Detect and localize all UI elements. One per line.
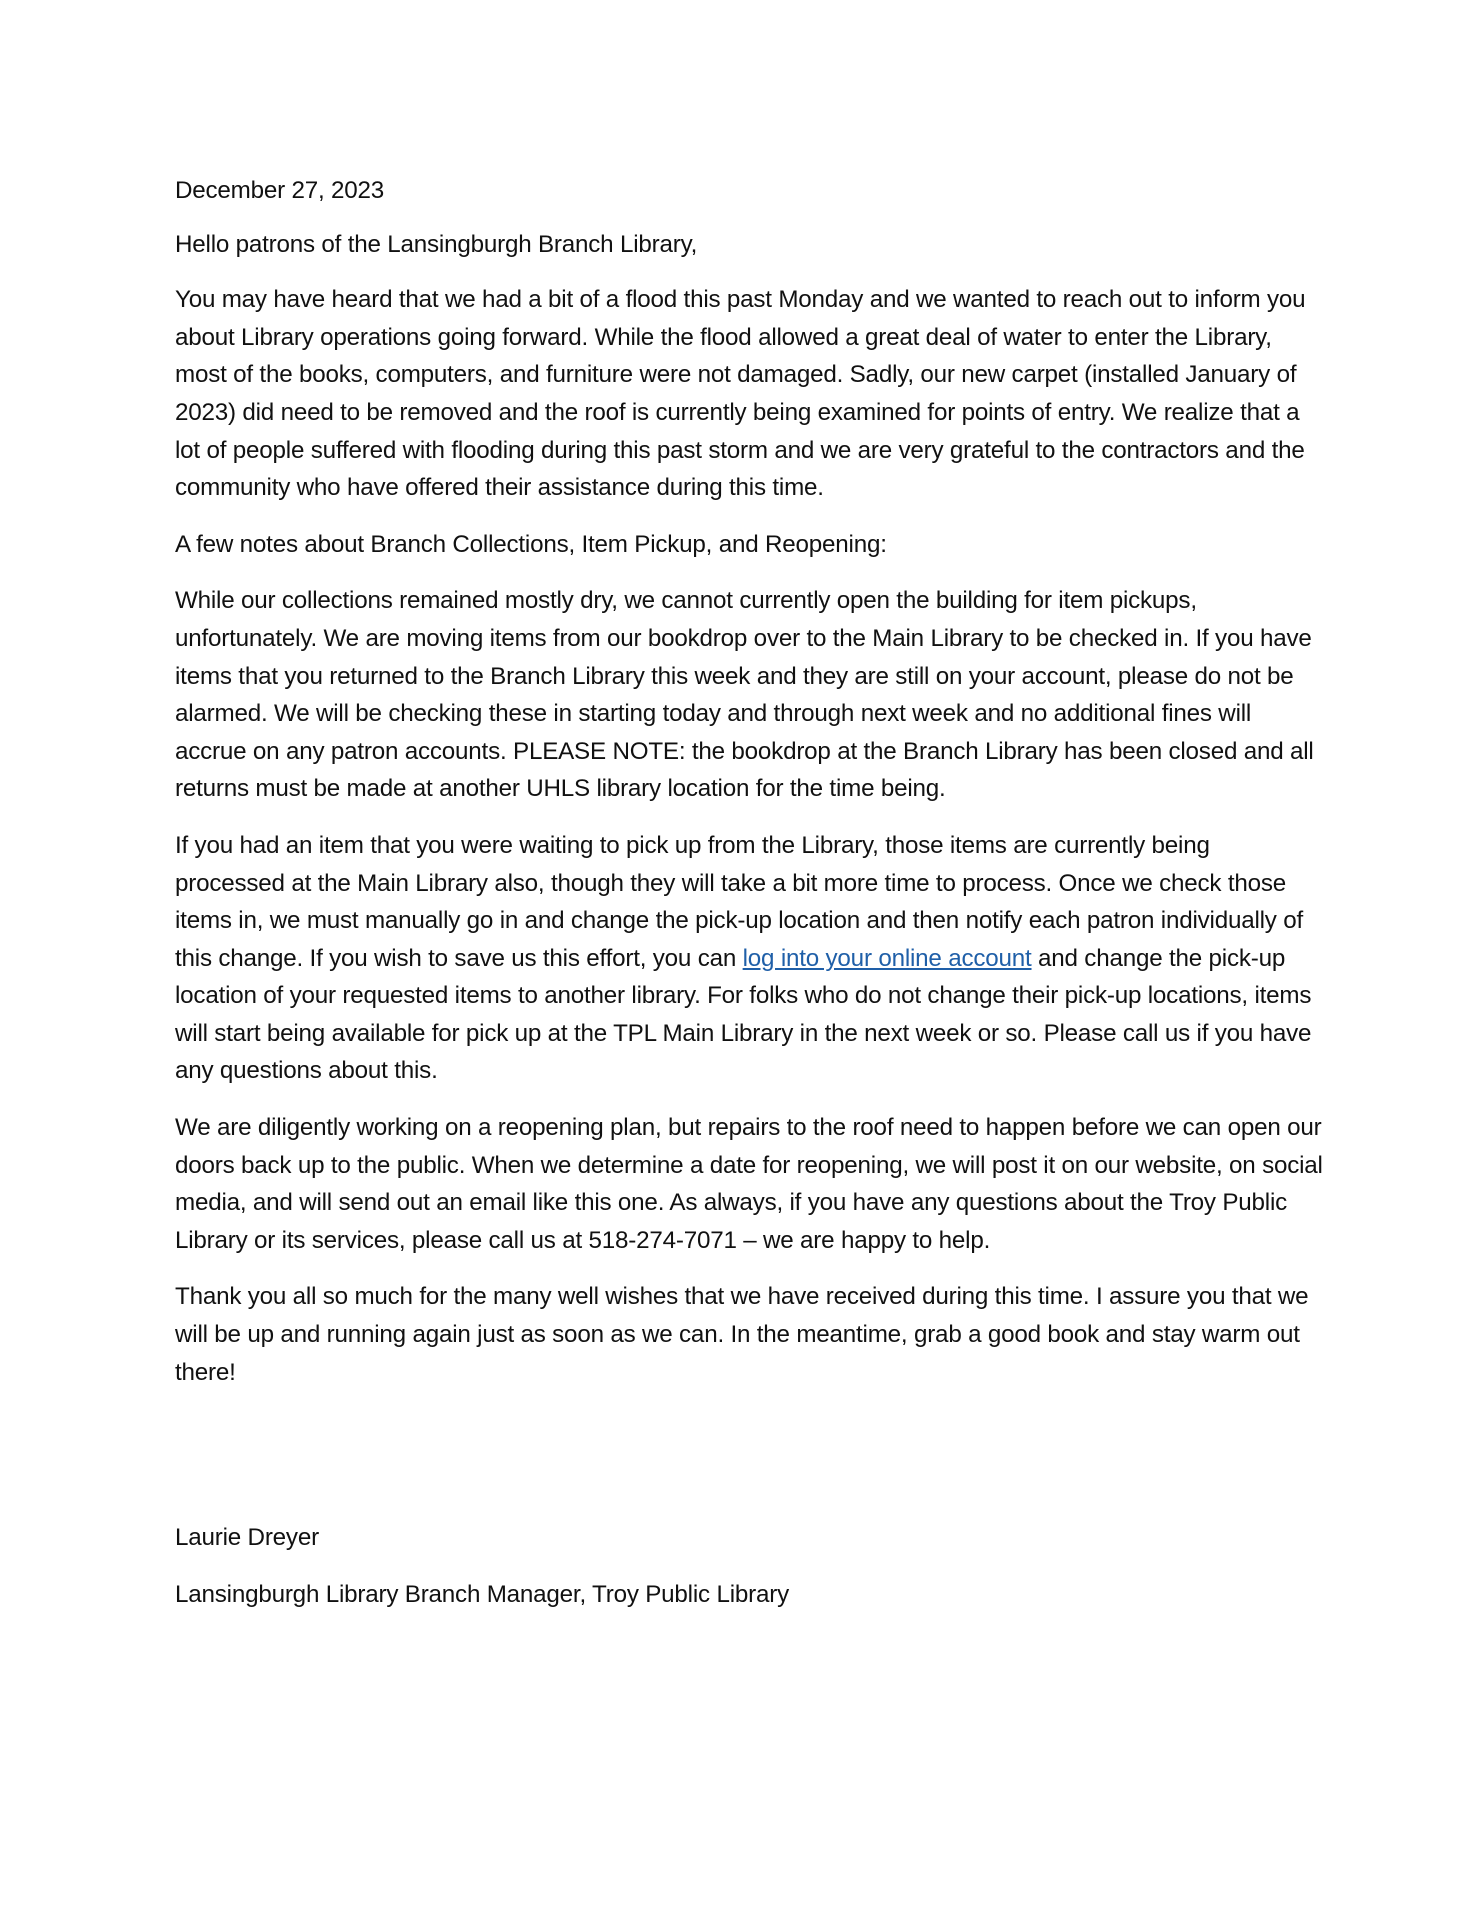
pickup-text-after-link: and change the pick-up location of your requested items to another library. For folks who do not change their pick-up locations, items will start being available for pick up at the TPL Main Library in the next week or so. Please call us if you have any questions about this. — [175, 944, 1312, 1085]
letter-date: December 27, 2023 — [175, 177, 385, 204]
collections-paragraph: While our collections remained mostly dry, we cannot currently open the building for item pickups, unfortunately. We are moving items from our bookdrop over to the Main Library to be checked in. If you have items that you returned to the Branch Library this week and they are still on your account, please do not be alarmed. We will be checking these in starting today and through next week and no additional fines will accrue on any patron accounts. PLEASE NOTE: the bookdrop at the Branch Library has been closed and all returns must be made at another UHLS library location for the time being. — [175, 587, 1314, 803]
pickup-paragraph — [175, 827, 1325, 1090]
closing-paragraph: Thank you all so much for the many well wishes that we have received during this time. I assure you that we will be up and running again just as soon as we can. In the meantime, grab a good book and stay warm out there! — [175, 1283, 1309, 1386]
notes-heading: A few notes about Branch Collections, Item Pickup, and Reopening: — [175, 530, 887, 558]
intro-paragraph: You may have heard that we had a bit of a flood this past Monday and we wanted to reach out to inform you about Library operations going forward. While the flood allowed a great deal of water to enter the Library, most of the books, computers, and furniture were not damaged. Sadly, our new carpet (installed January of 2023) did need to be removed and the roof is currently being examined for points of entry. We realize that a lot of people suffered with flooding during this past storm and we are very grateful to the contractors and the community who have offered their assistance during this time. — [175, 286, 1306, 502]
signature-title: Lansingburgh Library Branch Manager, Troy Public Library — [175, 1580, 789, 1608]
online-account-link[interactable]: log into your online account — [742, 944, 1032, 972]
letter-greeting: Hello patrons of the Lansingburgh Branch Library, — [175, 230, 698, 258]
letter-body — [175, 172, 1325, 1632]
signature-name: Laurie Dreyer — [175, 1524, 319, 1552]
pickup-text-before-link: If you had an item that you were waiting to pick up from the Library, those items are currently being processed at the Main Library also, though they will take a bit more time to process. Once we check those items in, we must manually go in and change the pick-up location and then notify each patron individually of this change. If you wish to save us this effort, you can — [175, 831, 1303, 972]
reopening-paragraph: We are diligently working on a reopening plan, but repairs to the roof need to happen before we can open our doors back up to the public. When we determine a date for reopening, we will post it on our website, on social media, and will send out an email like this one. As always, if you have any questions about the Troy Public Library or its services, please call us at 518-274-7071 – we are happy to help. — [175, 1114, 1323, 1254]
